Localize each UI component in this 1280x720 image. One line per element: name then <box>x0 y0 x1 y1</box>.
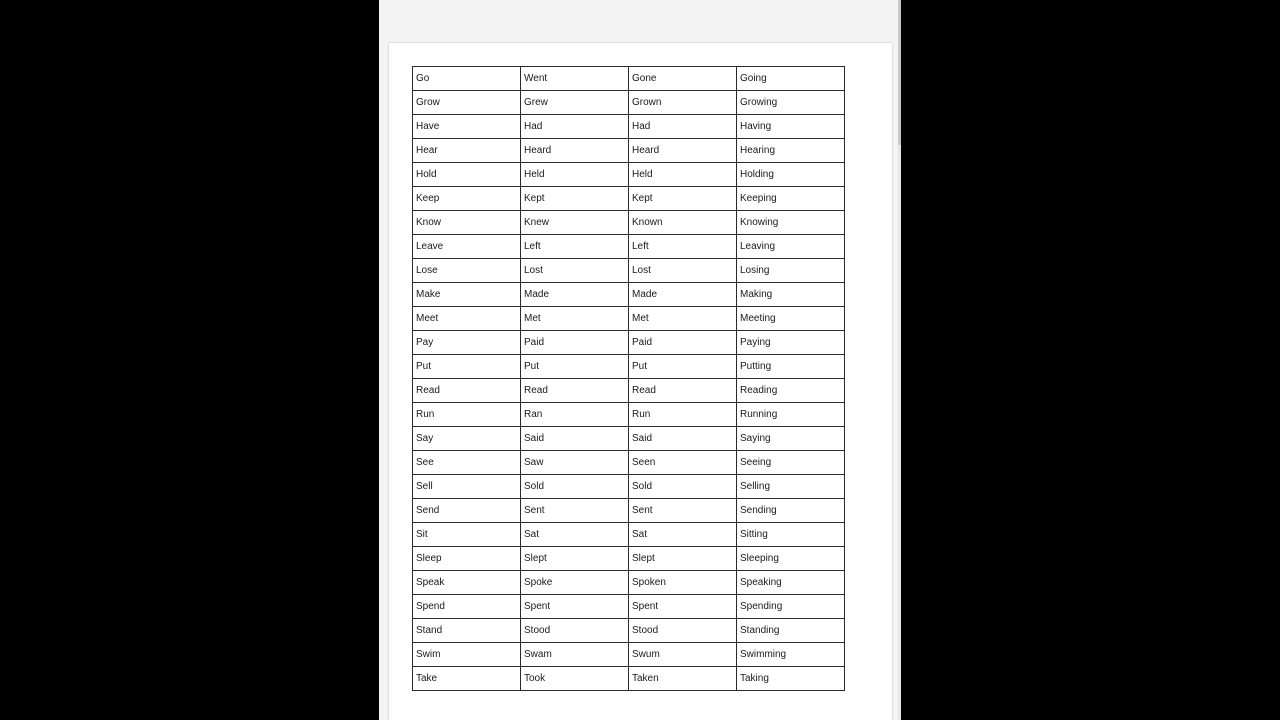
base-form-cell: Speak <box>413 571 521 595</box>
present-participle-cell: Swimming <box>737 643 845 667</box>
document-page <box>389 43 892 720</box>
base-form-cell: Grow <box>413 91 521 115</box>
present-participle-cell: Selling <box>737 475 845 499</box>
base-form-cell: Go <box>413 67 521 91</box>
table-row <box>413 643 845 667</box>
present-participle-cell: Knowing <box>737 211 845 235</box>
past-participle-cell: Spoken <box>629 571 737 595</box>
present-participle-cell: Reading <box>737 379 845 403</box>
present-participle-cell: Running <box>737 403 845 427</box>
base-form-cell: Hold <box>413 163 521 187</box>
table-row <box>413 331 845 355</box>
table-row <box>413 571 845 595</box>
base-form-cell: Hear <box>413 139 521 163</box>
past-simple-cell: Swam <box>521 643 629 667</box>
present-participle-cell: Holding <box>737 163 845 187</box>
past-participle-cell: Kept <box>629 187 737 211</box>
table-row <box>413 379 845 403</box>
present-participle-cell: Taking <box>737 667 845 691</box>
table-row <box>413 91 845 115</box>
past-participle-cell: Made <box>629 283 737 307</box>
base-form-cell: Stand <box>413 619 521 643</box>
present-participle-cell: Losing <box>737 259 845 283</box>
base-form-cell: Run <box>413 403 521 427</box>
past-simple-cell: Heard <box>521 139 629 163</box>
past-participle-cell: Seen <box>629 451 737 475</box>
base-form-cell: Take <box>413 667 521 691</box>
verb-forms-table <box>412 66 845 691</box>
past-simple-cell: Left <box>521 235 629 259</box>
table-row <box>413 619 845 643</box>
past-participle-cell: Heard <box>629 139 737 163</box>
table-row <box>413 427 845 451</box>
base-form-cell: Leave <box>413 235 521 259</box>
present-participle-cell: Hearing <box>737 139 845 163</box>
verb-table-body <box>413 67 845 691</box>
past-simple-cell: Slept <box>521 547 629 571</box>
base-form-cell: Make <box>413 283 521 307</box>
base-form-cell: Spend <box>413 595 521 619</box>
table-row <box>413 115 845 139</box>
past-simple-cell: Spoke <box>521 571 629 595</box>
base-form-cell: Send <box>413 499 521 523</box>
present-participle-cell: Growing <box>737 91 845 115</box>
table-row <box>413 139 845 163</box>
present-participle-cell: Leaving <box>737 235 845 259</box>
document-viewer <box>379 0 901 720</box>
past-simple-cell: Held <box>521 163 629 187</box>
table-row <box>413 667 845 691</box>
table-row <box>413 67 845 91</box>
base-form-cell: Put <box>413 355 521 379</box>
past-simple-cell: Took <box>521 667 629 691</box>
past-participle-cell: Stood <box>629 619 737 643</box>
scrollbar-thumb[interactable] <box>898 0 901 145</box>
past-simple-cell: Said <box>521 427 629 451</box>
base-form-cell: Know <box>413 211 521 235</box>
past-participle-cell: Sat <box>629 523 737 547</box>
base-form-cell: Sleep <box>413 547 521 571</box>
past-participle-cell: Slept <box>629 547 737 571</box>
present-participle-cell: Spending <box>737 595 845 619</box>
base-form-cell: Keep <box>413 187 521 211</box>
table-row <box>413 307 845 331</box>
past-simple-cell: Paid <box>521 331 629 355</box>
table-row <box>413 355 845 379</box>
table-row <box>413 451 845 475</box>
present-participle-cell: Going <box>737 67 845 91</box>
past-simple-cell: Went <box>521 67 629 91</box>
present-participle-cell: Seeing <box>737 451 845 475</box>
base-form-cell: Read <box>413 379 521 403</box>
table-row <box>413 187 845 211</box>
past-participle-cell: Known <box>629 211 737 235</box>
base-form-cell: Pay <box>413 331 521 355</box>
past-participle-cell: Lost <box>629 259 737 283</box>
past-participle-cell: Sent <box>629 499 737 523</box>
present-participle-cell: Making <box>737 283 845 307</box>
past-simple-cell: Kept <box>521 187 629 211</box>
past-participle-cell: Said <box>629 427 737 451</box>
base-form-cell: Say <box>413 427 521 451</box>
past-simple-cell: Saw <box>521 451 629 475</box>
past-simple-cell: Spent <box>521 595 629 619</box>
base-form-cell: See <box>413 451 521 475</box>
present-participle-cell: Sending <box>737 499 845 523</box>
present-participle-cell: Keeping <box>737 187 845 211</box>
past-simple-cell: Sent <box>521 499 629 523</box>
present-participle-cell: Putting <box>737 355 845 379</box>
base-form-cell: Meet <box>413 307 521 331</box>
past-simple-cell: Had <box>521 115 629 139</box>
past-participle-cell: Held <box>629 163 737 187</box>
past-simple-cell: Grew <box>521 91 629 115</box>
table-row <box>413 523 845 547</box>
past-participle-cell: Met <box>629 307 737 331</box>
past-simple-cell: Met <box>521 307 629 331</box>
past-participle-cell: Left <box>629 235 737 259</box>
present-participle-cell: Saying <box>737 427 845 451</box>
past-simple-cell: Sat <box>521 523 629 547</box>
base-form-cell: Sell <box>413 475 521 499</box>
past-participle-cell: Had <box>629 115 737 139</box>
present-participle-cell: Having <box>737 115 845 139</box>
past-simple-cell: Stood <box>521 619 629 643</box>
table-row <box>413 283 845 307</box>
past-participle-cell: Grown <box>629 91 737 115</box>
past-simple-cell: Lost <box>521 259 629 283</box>
past-participle-cell: Gone <box>629 67 737 91</box>
past-simple-cell: Knew <box>521 211 629 235</box>
table-row <box>413 403 845 427</box>
present-participle-cell: Sitting <box>737 523 845 547</box>
present-participle-cell: Sleeping <box>737 547 845 571</box>
present-participle-cell: Standing <box>737 619 845 643</box>
past-participle-cell: Run <box>629 403 737 427</box>
past-simple-cell: Put <box>521 355 629 379</box>
base-form-cell: Swim <box>413 643 521 667</box>
present-participle-cell: Speaking <box>737 571 845 595</box>
past-participle-cell: Sold <box>629 475 737 499</box>
past-participle-cell: Read <box>629 379 737 403</box>
present-participle-cell: Meeting <box>737 307 845 331</box>
past-participle-cell: Paid <box>629 331 737 355</box>
table-row <box>413 211 845 235</box>
base-form-cell: Sit <box>413 523 521 547</box>
table-row <box>413 475 845 499</box>
past-simple-cell: Ran <box>521 403 629 427</box>
past-participle-cell: Swum <box>629 643 737 667</box>
table-row <box>413 499 845 523</box>
present-participle-cell: Paying <box>737 331 845 355</box>
table-row <box>413 163 845 187</box>
past-simple-cell: Read <box>521 379 629 403</box>
past-simple-cell: Sold <box>521 475 629 499</box>
vertical-scrollbar[interactable] <box>898 0 901 720</box>
past-participle-cell: Taken <box>629 667 737 691</box>
past-simple-cell: Made <box>521 283 629 307</box>
base-form-cell: Lose <box>413 259 521 283</box>
past-participle-cell: Spent <box>629 595 737 619</box>
table-row <box>413 235 845 259</box>
base-form-cell: Have <box>413 115 521 139</box>
table-row <box>413 595 845 619</box>
table-row <box>413 259 845 283</box>
past-participle-cell: Put <box>629 355 737 379</box>
table-row <box>413 547 845 571</box>
